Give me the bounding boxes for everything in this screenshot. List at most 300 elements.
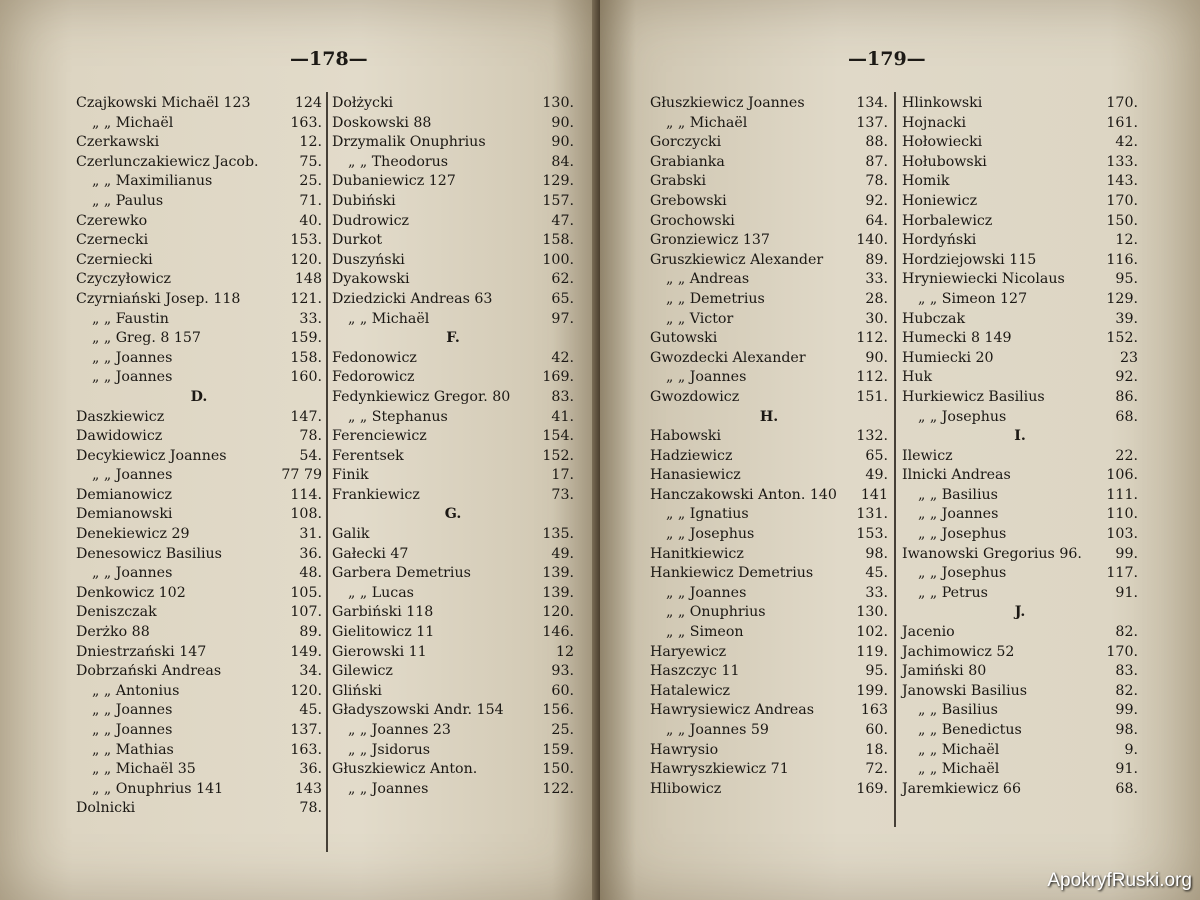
index-entry [76, 603, 322, 623]
entry-page-number: 139. [542, 584, 574, 601]
entry-name: Hanasiewicz [650, 467, 741, 484]
index-entry [650, 760, 888, 780]
index-entry [332, 643, 574, 663]
entry-page-number: 130. [542, 95, 574, 111]
index-entry [902, 505, 1138, 525]
index-entry [76, 799, 322, 819]
entry-page-number: 130. [856, 604, 888, 621]
entry-name: „ „ Joannes 23 [348, 722, 451, 738]
entry-page-number: 68. [1115, 780, 1138, 797]
entry-page-number: 83. [551, 388, 574, 405]
index-entry [650, 368, 888, 388]
entry-page-number: 159. [290, 330, 322, 347]
entry-name: Jachimowicz 52 [902, 643, 1015, 660]
index-entry [76, 153, 322, 173]
entry-name: „ „ Paulus [92, 192, 164, 209]
entry-page-number: 92. [1115, 369, 1138, 386]
index-entry [332, 153, 574, 173]
entry-page-number: 143 [294, 780, 322, 797]
entry-page-number: 22. [1115, 447, 1138, 464]
entry-name: F. [446, 330, 460, 347]
entry-page-number: 90. [551, 114, 574, 131]
entry-name: „ „ Michaël [918, 761, 1000, 778]
index-entry [902, 133, 1138, 153]
entry-page-number: 72. [865, 761, 888, 778]
entry-name: Czerewko [76, 212, 148, 229]
index-entry [332, 682, 574, 702]
index-entry [902, 251, 1138, 271]
entry-page-number: 95. [865, 663, 888, 680]
entry-name: Honiewicz [902, 192, 978, 209]
entry-name: Janowski Basilius [902, 682, 1028, 699]
entry-name: „ „ Josephus [918, 526, 1007, 543]
entry-page-number: 12 [555, 643, 574, 660]
index-entry [76, 310, 322, 330]
entry-name: Denekiewicz 29 [76, 526, 190, 543]
entry-name: „ „ Benedictus [918, 722, 1022, 738]
watermark: ApokryfRuski.org [1047, 870, 1192, 891]
entry-name: Ferentsek [332, 447, 404, 464]
entry-name: Gierowski 11 [332, 643, 427, 660]
entry-name: Daszkiewicz [76, 408, 165, 425]
entry-page-number: 110. [1106, 506, 1138, 523]
entry-name: „ „ Joannes [918, 506, 999, 523]
index-entry [902, 760, 1138, 780]
entry-page-number: 95. [1115, 271, 1138, 288]
index-entry [76, 701, 322, 721]
entry-name: „ „ Michaël [918, 741, 1000, 758]
entry-name: Duszyński [332, 251, 405, 268]
section-letter [650, 408, 888, 428]
index-entry [76, 780, 322, 800]
entry-page-number: 47. [551, 212, 574, 229]
index-entry [650, 192, 888, 212]
entry-name: Grabski [650, 173, 707, 190]
index-entry [332, 623, 574, 643]
entry-name: Finik [332, 467, 369, 484]
entry-page-number: 102. [856, 624, 888, 641]
entry-name: Dolnicki [76, 800, 136, 817]
index-entry [650, 643, 888, 663]
entry-page-number: 60. [865, 722, 888, 738]
entry-name: „ „ Jsidorus [348, 741, 431, 758]
entry-page-number: 62. [551, 271, 574, 288]
index-entry [650, 427, 888, 447]
entry-page-number: 135. [542, 526, 574, 543]
entry-name: „ „ Joannes [92, 722, 173, 738]
entry-name: Garbera Demetrius [332, 565, 471, 582]
entry-page-number: 141 [860, 486, 888, 503]
index-entry [902, 290, 1138, 310]
entry-page-number: 39. [1115, 310, 1138, 327]
entry-page-number: 25. [299, 173, 322, 190]
entry-page-number: 103. [1106, 526, 1138, 543]
entry-page-number: 90. [551, 134, 574, 151]
entry-name: „ „ Michaël [92, 114, 174, 131]
index-entry [902, 172, 1138, 192]
entry-page-number: 129. [542, 173, 574, 190]
entry-page-number: 111. [1106, 486, 1138, 503]
entry-page-number: 36. [299, 545, 322, 562]
section-letter [902, 427, 1138, 447]
entry-page-number: 149. [290, 643, 322, 660]
index-entry [902, 388, 1138, 408]
index-entry [650, 94, 888, 114]
entry-name: „ „ Joannes [92, 369, 173, 386]
entry-name: „ „ Andreas [666, 271, 750, 288]
entry-page-number: 147. [290, 408, 322, 425]
index-entry [332, 760, 574, 780]
entry-page-number: 120. [542, 604, 574, 621]
entry-name: Grochowski [650, 212, 735, 229]
entry-page-number: 153. [856, 526, 888, 543]
entry-name: „ „ Ignatius [666, 506, 749, 523]
entry-name: Hatalewicz [650, 682, 731, 699]
index-entry [650, 564, 888, 584]
entry-page-number: 133. [1106, 153, 1138, 170]
index-entry [902, 643, 1138, 663]
entry-name: „ „ Joannes [348, 780, 429, 797]
entry-name: Denkowicz 102 [76, 584, 186, 601]
entry-name: Głuszkiewicz Anton. [332, 761, 478, 778]
entry-name: Czerniecki [76, 251, 153, 268]
index-entry [76, 270, 322, 290]
entry-name: „ „ Michaël 35 [92, 761, 196, 778]
entry-name: Hołowiecki [902, 134, 983, 151]
entry-name: Drzymalik Onuphrius [332, 134, 486, 151]
entry-name: Dziedzicki Andreas 63 [332, 290, 493, 307]
entry-name: Hryniewiecki Nicolaus [902, 271, 1065, 288]
entry-page-number: 36. [299, 761, 322, 778]
index-entry [332, 212, 574, 232]
index-entry [76, 466, 322, 486]
index-entry [76, 623, 322, 643]
index-entry [650, 133, 888, 153]
entry-page-number: 91. [1115, 761, 1138, 778]
entry-page-number: 108. [290, 506, 322, 523]
index-column-2 [332, 94, 574, 799]
entry-page-number: 71. [299, 192, 322, 209]
entry-name: G. [444, 506, 462, 523]
index-entry [76, 662, 322, 682]
entry-page-number: 157. [542, 192, 574, 209]
index-entry [902, 623, 1138, 643]
index-entry [76, 545, 322, 565]
entry-name: „ „ Basilius [918, 486, 998, 503]
entry-page-number: 87. [865, 153, 888, 170]
entry-page-number: 99. [1115, 702, 1138, 719]
page-number-left: —178— [290, 48, 368, 70]
entry-page-number: 98. [865, 545, 888, 562]
entry-name: Jaremkiewicz 66 [902, 780, 1021, 797]
index-entry [650, 701, 888, 721]
entry-page-number: 122. [542, 780, 574, 797]
index-entry [650, 721, 888, 741]
entry-name: Głuszkiewicz Joannes [650, 95, 805, 111]
index-entry [76, 447, 322, 467]
section-letter [902, 603, 1138, 623]
index-entry [332, 662, 574, 682]
entry-page-number: 54. [299, 447, 322, 464]
index-entry [76, 231, 322, 251]
index-entry [902, 682, 1138, 702]
right-page [600, 0, 1200, 900]
entry-page-number: 82. [1115, 624, 1138, 641]
index-entry [332, 486, 574, 506]
entry-page-number: 114. [290, 486, 322, 503]
index-entry [76, 251, 322, 271]
entry-page-number: 150. [1106, 212, 1138, 229]
entry-page-number: 78. [299, 800, 322, 817]
entry-page-number: 88. [865, 134, 888, 151]
entry-name: Gutowski [650, 330, 718, 347]
entry-page-number: 28. [865, 290, 888, 307]
entry-page-number: 25. [551, 722, 574, 738]
entry-name: Gorczycki [650, 134, 722, 151]
entry-page-number: 82. [1115, 682, 1138, 699]
entry-page-number: 30. [865, 310, 888, 327]
entry-name: Czerkawski [76, 134, 160, 151]
index-entry [76, 114, 322, 134]
entry-name: „ „ Onuphrius [666, 604, 766, 621]
entry-name: Demianowicz [76, 486, 173, 503]
entry-page-number: 137. [856, 114, 888, 131]
index-entry [76, 290, 322, 310]
entry-page-number: 107. [290, 604, 322, 621]
entry-page-number: 163. [290, 741, 322, 758]
index-entry [902, 701, 1138, 721]
entry-name: „ „ Josephus [666, 526, 755, 543]
index-column-1 [76, 94, 322, 819]
entry-name: Dołżycki [332, 95, 394, 111]
index-entry [650, 466, 888, 486]
entry-page-number: 148 [294, 271, 322, 288]
entry-name: Hankiewicz Demetrius [650, 565, 814, 582]
index-entry [650, 545, 888, 565]
entry-name: „ „ Mathias [92, 741, 174, 758]
index-entry [332, 525, 574, 545]
entry-name: „ „ Demetrius [666, 290, 765, 307]
index-entry [650, 231, 888, 251]
entry-page-number: 159. [542, 741, 574, 758]
entry-name: Hlinkowski [902, 95, 983, 111]
entry-page-number: 84. [551, 153, 574, 170]
entry-name: Grebowski [650, 192, 727, 209]
index-column-3 [650, 94, 888, 799]
entry-page-number: 91. [1115, 584, 1138, 601]
index-entry [332, 270, 574, 290]
index-entry [902, 662, 1138, 682]
index-entry [332, 584, 574, 604]
entry-name: Garbiński 118 [332, 604, 434, 621]
entry-page-number: 83. [1115, 663, 1138, 680]
column-divider-left [326, 92, 328, 852]
entry-page-number: 112. [856, 369, 888, 386]
entry-name: Gliński [332, 682, 382, 699]
index-entry [332, 427, 574, 447]
index-entry [650, 447, 888, 467]
entry-page-number: 170. [1106, 95, 1138, 111]
index-entry [332, 133, 574, 153]
entry-name: Galik [332, 526, 370, 543]
entry-name: Hojnacki [902, 114, 966, 131]
entry-page-number: 158. [542, 232, 574, 249]
index-entry [332, 310, 574, 330]
entry-name: Haszczyc 11 [650, 663, 740, 680]
index-entry [902, 525, 1138, 545]
entry-page-number: 139. [542, 565, 574, 582]
entry-page-number: 152. [542, 447, 574, 464]
entry-page-number: 34. [299, 663, 322, 680]
entry-name: „ „ Joannes [92, 702, 173, 719]
entry-name: „ „ Simeon 127 [918, 290, 1028, 307]
entry-name: Hawryszkiewicz 71 [650, 761, 789, 778]
entry-name: Gwozdowicz [650, 388, 740, 405]
entry-name: „ „ Antonius [92, 682, 180, 699]
entry-name: „ „ Joannes [92, 349, 173, 366]
index-entry [76, 525, 322, 545]
entry-page-number: 169. [856, 780, 888, 797]
entry-page-number: 161. [1106, 114, 1138, 131]
entry-page-number: 116. [1106, 251, 1138, 268]
index-entry [650, 290, 888, 310]
entry-page-number: 77 79 [281, 467, 322, 484]
entry-page-number: 163. [290, 114, 322, 131]
index-entry [650, 114, 888, 134]
entry-name: Czyrniański Josep. 118 [76, 290, 241, 307]
entry-name: Dubaniewicz 127 [332, 173, 456, 190]
entry-name: Hordziejowski 115 [902, 251, 1037, 268]
entry-name: „ „ Onuphrius 141 [92, 780, 224, 797]
entry-page-number: 105. [290, 584, 322, 601]
entry-name: „ „ Joannes [92, 467, 173, 484]
index-entry [332, 349, 574, 369]
index-entry [76, 172, 322, 192]
entry-page-number: 163 [860, 702, 888, 719]
entry-page-number: 106. [1106, 467, 1138, 484]
index-entry [650, 486, 888, 506]
entry-name: „ „ Joannes [666, 584, 747, 601]
index-entry [332, 466, 574, 486]
entry-page-number: 23 [1119, 349, 1138, 366]
index-entry [76, 368, 322, 388]
column-divider-right [894, 92, 896, 827]
entry-name: Hanitkiewicz [650, 545, 744, 562]
entry-name: Hadziewicz [650, 447, 733, 464]
index-entry [902, 741, 1138, 761]
index-entry [902, 329, 1138, 349]
entry-page-number: 33. [865, 271, 888, 288]
index-entry [902, 212, 1138, 232]
index-entry [650, 682, 888, 702]
index-entry [902, 780, 1138, 800]
index-entry [902, 466, 1138, 486]
entry-name: „ „ Simeon [666, 624, 744, 641]
entry-name: „ „ Theodorus [348, 153, 449, 170]
index-entry [332, 545, 574, 565]
entry-page-number: 100. [542, 251, 574, 268]
entry-page-number: 119. [856, 643, 888, 660]
entry-name: Iwanowski Gregorius 96. [902, 545, 1082, 562]
entry-name: Dudrowicz [332, 212, 410, 229]
entry-name: „ „ Faustin [92, 310, 169, 327]
entry-page-number: 90. [865, 349, 888, 366]
entry-page-number: 143. [1106, 173, 1138, 190]
entry-page-number: 170. [1106, 192, 1138, 209]
entry-page-number: 33. [299, 310, 322, 327]
section-letter [332, 505, 574, 525]
entry-name: „ „ Maximilianus [92, 173, 213, 190]
entry-page-number: 65. [551, 290, 574, 307]
section-letter [332, 329, 574, 349]
index-entry [76, 643, 322, 663]
entry-page-number: 158. [290, 349, 322, 366]
entry-page-number: 78. [865, 173, 888, 190]
entry-name: Gronziewicz 137 [650, 232, 770, 249]
entry-name: Jamiński 80 [902, 663, 987, 680]
entry-page-number: 151. [856, 388, 888, 405]
entry-page-number: 131. [856, 506, 888, 523]
index-entry [332, 388, 574, 408]
entry-page-number: 45. [865, 565, 888, 582]
index-entry [902, 584, 1138, 604]
entry-page-number: 89. [865, 251, 888, 268]
index-entry [902, 114, 1138, 134]
entry-name: Dyakowski [332, 271, 410, 288]
entry-name: Jacenio [902, 624, 955, 641]
entry-name: Demianowski [76, 506, 173, 523]
index-entry [650, 153, 888, 173]
entry-name: Humecki 8 149 [902, 330, 1012, 347]
entry-page-number: 17. [551, 467, 574, 484]
index-entry [332, 251, 574, 271]
index-entry [332, 603, 574, 623]
index-entry [650, 212, 888, 232]
entry-name: Hawrysiewicz Andreas [650, 702, 814, 719]
entry-page-number: 169. [542, 369, 574, 386]
entry-page-number: 120. [290, 682, 322, 699]
entry-page-number: 42. [551, 349, 574, 366]
index-entry [332, 564, 574, 584]
index-entry [902, 447, 1138, 467]
index-entry [650, 270, 888, 290]
index-entry [650, 603, 888, 623]
index-entry [332, 741, 574, 761]
index-entry [902, 486, 1138, 506]
entry-page-number: 153. [290, 232, 322, 249]
entry-name: „ „ Michaël [666, 114, 748, 131]
entry-page-number: 150. [542, 761, 574, 778]
entry-name: Frankiewicz [332, 486, 420, 503]
index-entry [76, 564, 322, 584]
index-entry [650, 329, 888, 349]
entry-page-number: 99. [1115, 545, 1138, 562]
index-entry [76, 741, 322, 761]
index-entry [332, 368, 574, 388]
index-entry [332, 172, 574, 192]
entry-page-number: 137. [290, 722, 322, 738]
entry-page-number: 170. [1106, 643, 1138, 660]
entry-page-number: 160. [290, 369, 322, 386]
index-entry [650, 662, 888, 682]
index-entry [332, 114, 574, 134]
entry-name: Czajkowski Michaël 123 [76, 95, 251, 111]
entry-page-number: 140. [856, 232, 888, 249]
index-entry [76, 329, 322, 349]
entry-name: Gładyszowski Andr. 154 [332, 702, 504, 719]
entry-name: Dobrzański Andreas [76, 663, 222, 680]
entry-page-number: 60. [551, 682, 574, 699]
